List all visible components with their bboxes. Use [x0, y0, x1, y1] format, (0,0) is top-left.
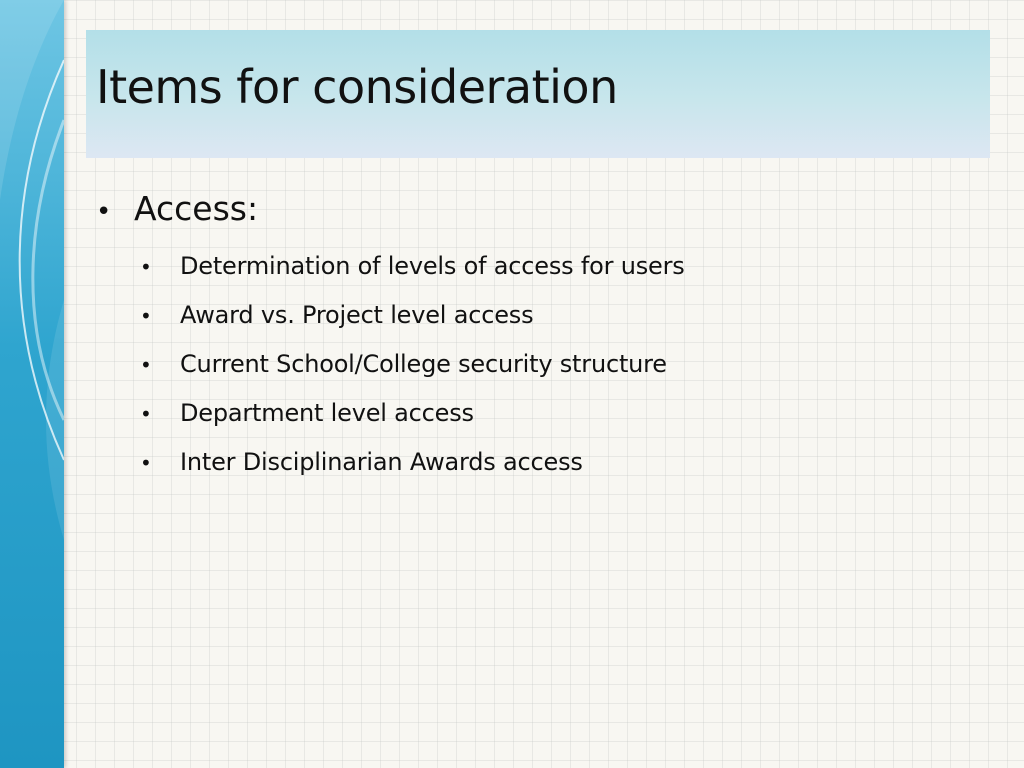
sub-bullet-item — [140, 450, 976, 499]
title-banner — [86, 30, 990, 158]
decorative-side-band — [0, 0, 64, 768]
bullet-dot-icon: • — [140, 353, 152, 377]
sub-bullet-item — [140, 401, 976, 450]
sub-bullet-list — [140, 254, 976, 499]
slide-content — [96, 189, 976, 499]
sub-bullet-text: Award vs. Project level access — [180, 301, 534, 329]
sub-bullet-text: Inter Disciplinarian Awards access — [180, 448, 583, 476]
sub-bullet-text: Determination of levels of access for users — [180, 252, 685, 280]
bullet-dot-icon: • — [96, 197, 112, 227]
bullet-dot-icon: • — [140, 255, 152, 279]
swoosh-decoration — [0, 0, 64, 768]
bullet-dot-icon: • — [140, 451, 152, 475]
slide-title: Items for consideration — [96, 60, 618, 114]
sub-bullet-text: Current School/College security structure — [180, 350, 667, 378]
bullet-text: Access: — [134, 189, 259, 228]
sub-bullet-item — [140, 352, 976, 401]
sub-bullet-text: Department level access — [180, 399, 474, 427]
sub-bullet-item — [140, 254, 976, 303]
bullet-dot-icon: • — [140, 304, 152, 328]
bullet-dot-icon: • — [140, 402, 152, 426]
bullet-item — [96, 189, 976, 236]
sub-bullet-item — [140, 303, 976, 352]
